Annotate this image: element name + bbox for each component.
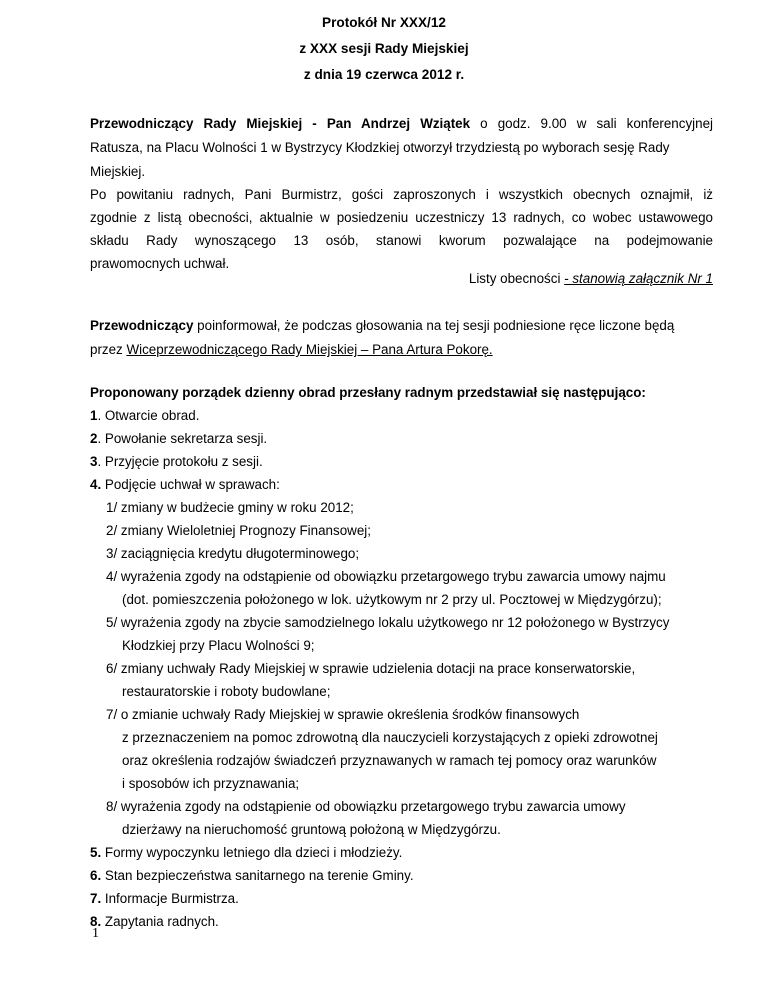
agenda-subitem-continued: i sposobów ich przyznawania; [122,776,300,791]
protocol-title: Protokół Nr XXX/12 [322,15,446,30]
agenda-item: 6. Stan bezpieczeństwa sanitarnego na terenie Gminy. [90,868,414,883]
chair-label: Przewodniczący [90,318,194,333]
agenda-item: 2. Powołanie sekretarza sesji. [90,431,268,446]
agenda-subitem-continued: restauratorskie i roboty budowlane; [122,684,331,699]
agenda-subitem-continued: oraz określenia rodzajów świadczeń przyznawanych w ramach tej pomocy oraz warunków [122,753,657,768]
opening-line-2: Ratusza, na Placu Wolności 1 w Bystrzycy Kłodzkiej otworzył trzydziestą po wyborach sesję Rady [90,140,670,155]
voting-line-2: przez Wiceprzewodniczącego Rady Miejskiej – Pana Artura Pokorę. [90,342,493,357]
agenda-item: 1. Otwarcie obrad. [90,408,200,423]
agenda-subitem: 3/ zaciągnięcia kredytu długoterminowego; [106,546,360,561]
attendance-line-1: Po powitaniu radnych, Pani Burmistrz, gości zaproszonych i wszystkich obecnych oznajmił, iż [90,187,713,202]
session-title: z XXX sesji Rady Miejskiej [299,41,469,56]
attendance-line-2: zgodnie z listą obecności, aktualnie w posiedzeniu uczestniczy 13 radnych, co wobec ustawowego [90,210,713,225]
agenda-item: 3. Przyjęcie protokołu z sesji. [90,454,263,469]
page-number: 1 [92,926,99,941]
agenda-item: 5. Formy wypoczynku letniego dla dzieci i młodzieży. [90,845,403,860]
attendance-line-3: składu Rady wynoszącego 13 osób, stanowi kworum pozwalające na podejmowanie [90,233,713,248]
voting-line-1: Przewodniczący poinformował, że podczas głosowania na tej sesji podniesione ręce liczone będą [90,318,675,333]
agenda-subitem: 7/ o zmianie uchwały Rady Miejskiej w sprawie określenia środków finansowych [106,707,580,722]
opening-line-1: Przewodniczący Rady Miejskiej - Pan Andrzej Wziątek o godz. 9.00 w sali konferencyjnej [90,116,713,131]
agenda-subitem: 4/ wyrażenia zgody na odstąpienie od obowiązku przetargowego trybu zawarcia umowy najmu [106,569,666,584]
annex-note: Listy obecności - stanowią załącznik Nr 1 [468,271,713,286]
vice-chair-reference: Wiceprzewodniczącego Rady Miejskiej – Pana Artura Pokorę. [126,342,493,357]
agenda-subitem-continued: dzierżawy na nieruchomość gruntową położoną w Międzygórzu. [122,822,501,837]
agenda-subitem: 5/ wyrażenia zgody na zbycie samodzielnego lokalu użytkowego nr 12 położonego w Bystrzycy [106,615,670,630]
agenda-subitem-continued: z przeznaczeniem na pomoc zdrowotną dla nauczycieli korzystających z opieki zdrowotnej [122,730,658,745]
agenda-subitem-continued: Kłodzkiej przy Placu Wolności 9; [122,638,315,653]
attendance-line-4: prawomocnych uchwał. [90,256,230,271]
agenda-subitem: 6/ zmiany uchwały Rady Miejskiej w sprawie udzielenia dotacji na prace konserwatorskie, [106,661,636,676]
opening-line-3: Miejskiej. [90,164,146,179]
session-date: z dnia 19 czerwca 2012 r. [303,67,465,82]
agenda-item: 4. Podjęcie uchwał w sprawach: [90,477,280,492]
agenda-subitem: 1/ zmiany w budżecie gminy w roku 2012; [106,500,354,515]
chair-name: Przewodniczący Rady Miejskiej - Pan Andrzej Wziątek [90,116,471,131]
annex-reference: - stanowią załącznik Nr 1 [564,271,713,286]
agenda-subitem: 2/ zmiany Wieloletniej Prognozy Finansowej; [106,523,371,538]
agenda-heading: Proponowany porządek dzienny obrad przesłany radnym przedstawiał się następująco: [90,385,646,400]
agenda-subitem-continued: (dot. pomieszczenia położonego w lok. użytkowym nr 2 przy ul. Pocztowej w Międzygórzu); [122,592,662,607]
agenda-subitem: 8/ wyrażenia zgody na odstąpienie od obowiązku przetargowego trybu zawarcia umowy [106,799,626,814]
agenda-item: 8. Zapytania radnych. [90,914,219,929]
agenda-item: 7. Informacje Burmistrza. [90,891,239,906]
